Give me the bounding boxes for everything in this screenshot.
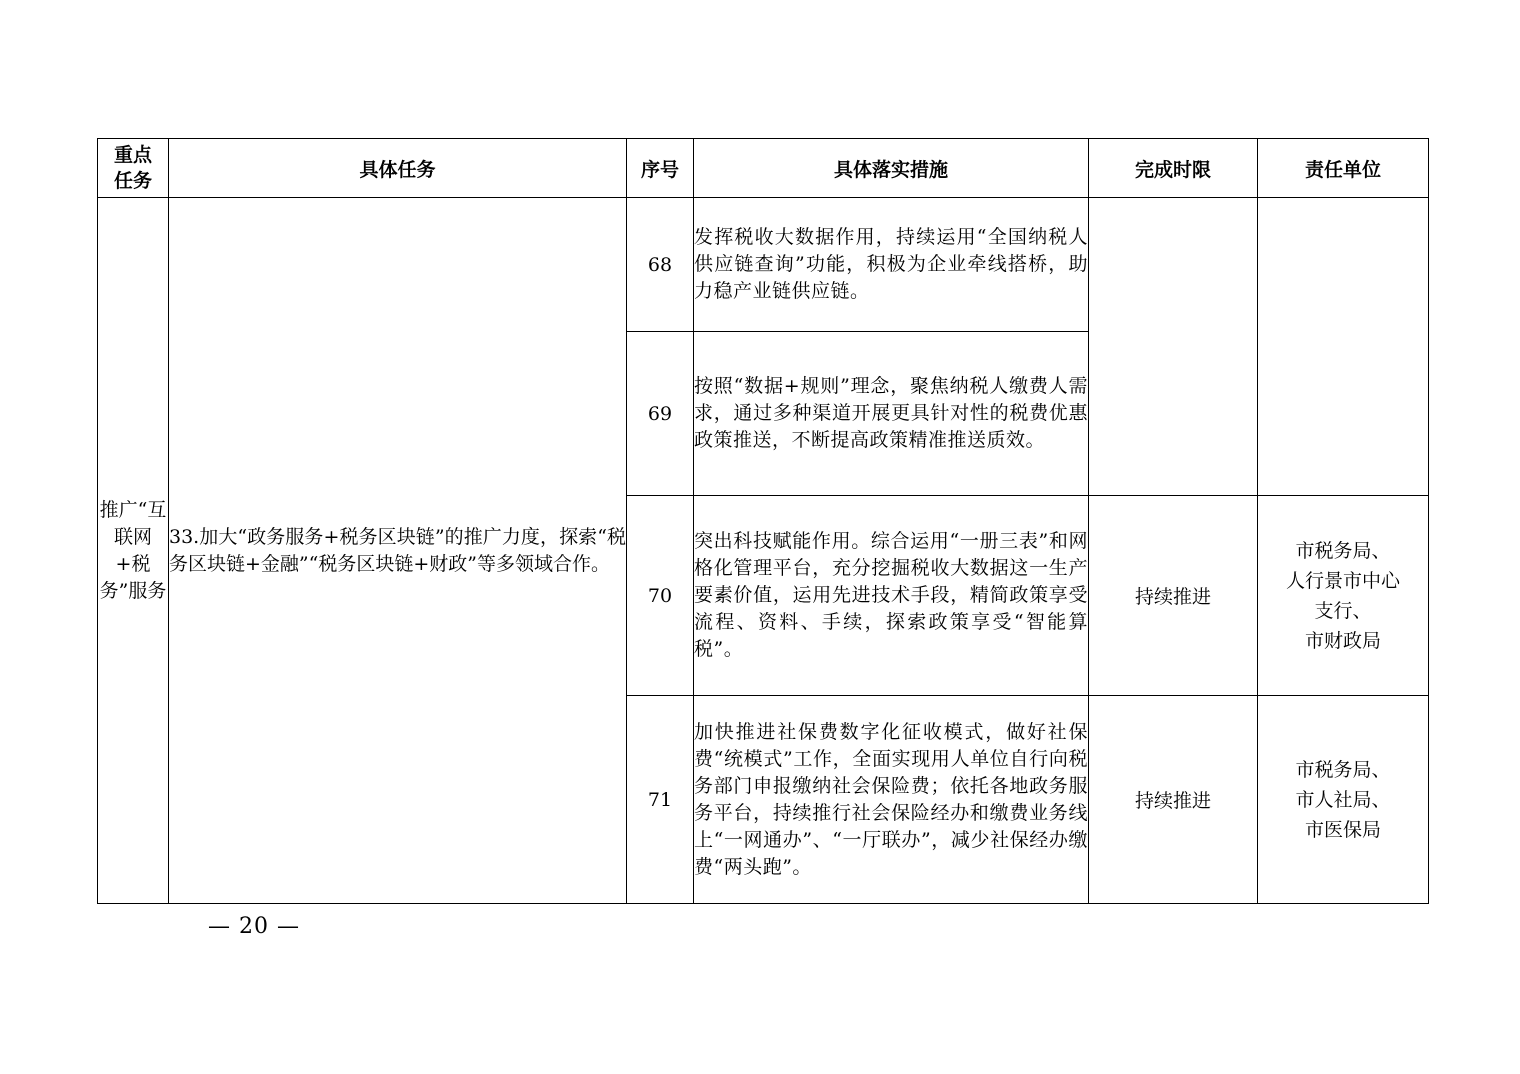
measure-cell: 加快推进社保费数字化征收模式，做好社保费“统模式”工作，全面实现用人单位自行向税务部门申报缴纳社会保险费；依托各地政务服务平台，持续推行社会保险经办和缴费业务线上“一网通办”、“一厅联办”，减少社保经办缴费“两头跑”。: [694, 696, 1089, 904]
header-measures: 具体落实措施: [694, 139, 1089, 198]
unit-line: 市医保局: [1304, 818, 1381, 841]
measure-cell: 发挥税收大数据作用，持续运用“全国纳税人供应链查询”功能，积极为企业牵线搭桥，助力稳产业链供应链。: [694, 198, 1089, 332]
measure-cell: 突出科技赋能作用。综合运用“一册三表”和网格化管理平台，充分挖掘税收大数据这一生产要素价值，运用先进技术手段，精简政策享受流程、资料、手续，探索政策享受“智能算税”。: [694, 496, 1089, 696]
seq-cell: 70: [627, 496, 694, 696]
specific-task-cell: 33.加大“政务服务+税务区块链”的推广力度，探索“税务区块链+金融”“税务区块链+财政”等多领域合作。: [169, 198, 627, 904]
header-seq: 序号: [627, 139, 694, 198]
table-row: [98, 198, 1429, 332]
header-specific-task: 具体任务: [169, 139, 627, 198]
unit-line: 市财政局: [1304, 629, 1381, 652]
seq-cell: 71: [627, 696, 694, 904]
unit-cell: [1258, 496, 1429, 696]
unit-line: 市税务局、: [1295, 758, 1391, 781]
unit-line: 市税务局、: [1295, 539, 1391, 562]
seq-cell: 68: [627, 198, 694, 332]
header-deadline: 完成时限: [1089, 139, 1258, 198]
header-key-task: 重点任务: [98, 139, 169, 198]
unit-cell-empty: [1258, 198, 1429, 496]
key-task-cell: 推广“互联网+税务”服务: [98, 198, 169, 904]
header-row: [98, 139, 1429, 198]
deadline-cell: 持续推进: [1089, 496, 1258, 696]
unit-line: 市人社局、: [1295, 788, 1391, 811]
unit-cell: [1258, 696, 1429, 904]
unit-line: 支行、: [1314, 599, 1372, 622]
task-table: [97, 138, 1429, 904]
deadline-cell: 持续推进: [1089, 696, 1258, 904]
unit-line: 人行景市中心: [1285, 569, 1400, 592]
header-unit: 责任单位: [1258, 139, 1429, 198]
page-number: — 20 —: [208, 914, 300, 939]
deadline-cell-empty: [1089, 198, 1258, 496]
seq-cell: 69: [627, 332, 694, 496]
measure-cell: 按照“数据+规则”理念，聚焦纳税人缴费人需求，通过多种渠道开展更具针对性的税费优惠政策推送，不断提高政策精准推送质效。: [694, 332, 1089, 496]
